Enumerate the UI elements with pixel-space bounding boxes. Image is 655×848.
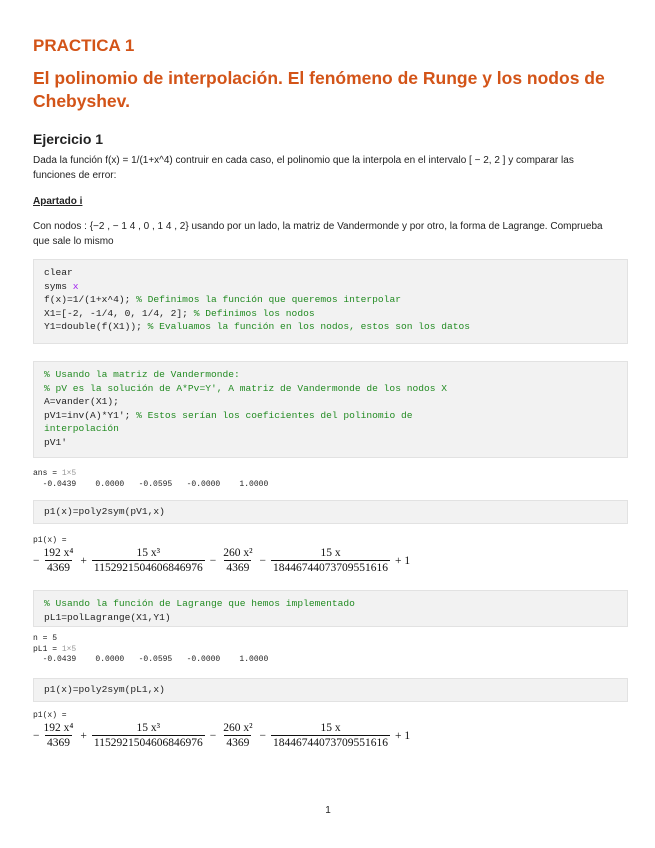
code-comment: % pV es la solución de A*Pv=Y', A matriz de Vandermonde de los nodos X — [44, 382, 448, 394]
code-comment: % Definimos los nodos — [193, 307, 315, 319]
code-line: Y1=double(f(X1)); — [44, 321, 148, 332]
output-lagrange — [33, 634, 268, 666]
exercise-intro-text: Dada la función f(x) = 1/(1+x^4) contruir en cada caso, el polinomio que la interpola en el intervalo [ − 2, 2 ] y comparar las funciones de error: — [33, 155, 574, 181]
page-number: 1 — [325, 805, 331, 816]
code-line: p1(x)=poly2sym(pV1,x) — [44, 506, 165, 517]
code-line: clear — [44, 267, 73, 278]
code-comment: interpolación — [44, 423, 119, 434]
output-size: 1×5 — [61, 644, 77, 654]
output-label: ans = — [33, 469, 62, 478]
output-size: 1×5 — [61, 469, 77, 478]
code-line: syms — [44, 280, 73, 292]
output-vandermonde — [33, 469, 268, 490]
code-comment: % Evaluamos la función en los nodos, estos son los datos — [147, 321, 471, 332]
output-n: n = 5 — [33, 634, 58, 643]
exercise-heading: Ejercicio 1 — [33, 131, 104, 147]
math-fraction: $\frac{\text{15 x³}}{1152921504606846976}$ — [93, 547, 203, 574]
code-line: X1=[-2, -1/4, 0, 1/4, 2]; — [44, 307, 194, 319]
practica-heading: PRACTICA 1 — [33, 36, 135, 55]
math-sign: − — [33, 729, 40, 742]
code-line: A=vander(X1); — [44, 396, 119, 407]
code-line: pV1' — [44, 436, 68, 448]
math-label: p1(x) = — [33, 711, 67, 720]
code-block-poly2sym-v[interactable] — [33, 500, 628, 524]
code-comment: % Usando la matriz de Vandermonde: — [44, 369, 240, 380]
section-heading: Apartado i — [33, 196, 83, 207]
code-comment: % Estos serían los coeficientes del polinomio de — [136, 409, 413, 421]
math-label: p1(x) = — [33, 536, 67, 545]
code-line: pV1=inv(A)*Y1'; — [44, 409, 137, 421]
code-block-setup[interactable] — [33, 259, 628, 344]
math-fraction: $\frac{\text{192 x⁴}}{4369}$ — [43, 547, 74, 574]
code-block-poly2sym-l[interactable] — [33, 678, 628, 702]
output-values: -0.0439 0.0000 -0.0595 -0.0000 1.0000 — [33, 479, 269, 489]
code-block-lagrange[interactable] — [33, 590, 628, 627]
code-line: p1(x)=poly2sym(pL1,x) — [44, 684, 165, 695]
section-text: Con nodos : {−2 , − 1 4 , 0 , 1 4 , 2} usando por un lado, la matriz de Vandermonde y por otro, la forma de Lagrange. Comprueba que sale lo mismo — [33, 221, 603, 247]
code-comment: % Usando la función de Lagrange que hemos implementado — [44, 598, 355, 609]
code-comment: % Definimos la función que queremos interpolar — [136, 294, 401, 305]
math-sign: − — [33, 554, 40, 567]
math-fraction: $\frac{\text{15 x³}}{1152921504606846976}$ — [93, 722, 203, 749]
math-fraction: $\frac{15 x}{18446744073709551616}$ — [273, 547, 389, 574]
math-fraction: $\frac{\text{260 x²}}{4369}$ — [223, 722, 253, 749]
math-fraction: $\frac{\text{192 x⁴}}{4369}$ — [43, 722, 74, 749]
polynomial-expression: − $\frac{\text{192 x⁴}}{4369}$ + $\frac{\text{15 x³}}{1152921504606846976}$ − $\frac{\text{260 x²}}{4369}$ − $\frac{15 x}{18446744073709551616}$ + 1 — [33, 547, 411, 574]
math-fraction: $\frac{15 x}{18446744073709551616}$ — [273, 722, 389, 749]
output-values: -0.0439 0.0000 -0.0595 -0.0000 1.0000 — [33, 655, 269, 664]
code-line: pL1=polLagrange(X1,Y1) — [44, 611, 171, 623]
code-line: f(x)=1/(1+x^4); — [44, 294, 137, 305]
code-variable: x — [72, 280, 79, 292]
polynomial-expression: − $\frac{\text{192 x⁴}}{4369}$ + $\frac{\text{15 x³}}{1152921504606846976}$ − $\frac{\text{260 x²}}{4369}$ − $\frac{15 x}{18446744073709551616}$ + 1 — [33, 722, 411, 749]
math-fraction: $\frac{\text{260 x²}}{4369}$ — [223, 547, 253, 574]
output-label: pL1 = — [33, 644, 62, 654]
page-title: El polinomio de interpolación. El fenómeno de Runge y los nodos de Chebyshev. — [33, 68, 605, 111]
code-block-vandermonde[interactable] — [33, 361, 628, 458]
